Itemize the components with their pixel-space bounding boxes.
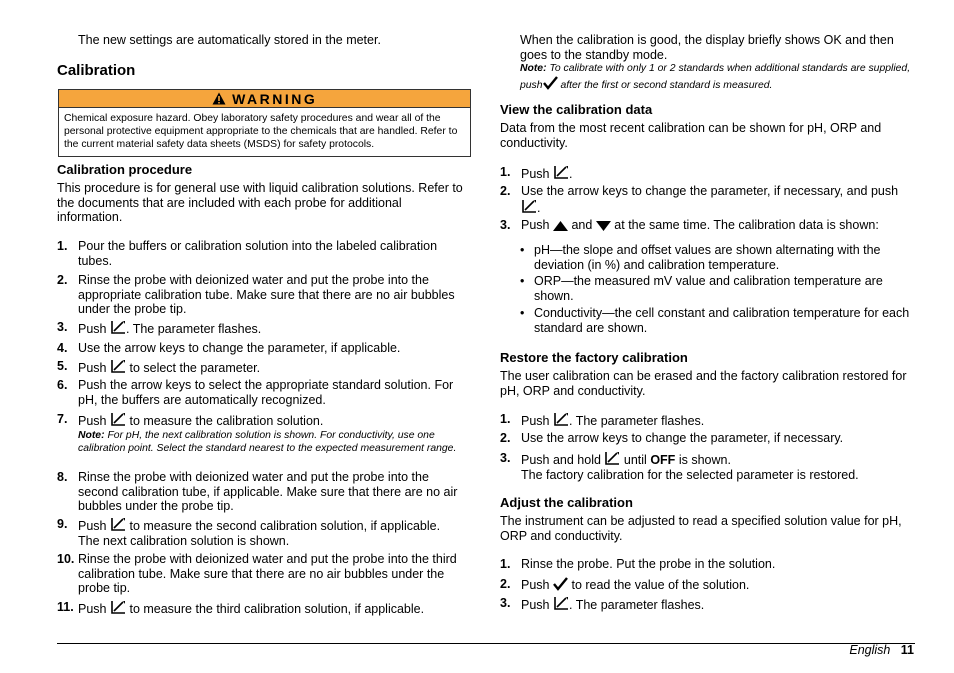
step-text: Rinse the probe with deionized water and put the probe into the second calibration tube, if applicable. Make sure that there are no air bubbles under the probe tip. [78, 470, 458, 513]
calibration-good-text: When the calibration is good, the display briefly shows OK and then goes to the standby mode. [520, 33, 894, 62]
restore-step-1 [500, 412, 915, 429]
view-intro: Data from the most recent calibration can be shown for pH, ORP and conductivity. [500, 121, 882, 150]
step-text-after: is shown. [678, 453, 731, 467]
step-number: 1. [500, 412, 511, 426]
section-title: Calibration [57, 62, 136, 79]
step-text: Push [521, 578, 550, 592]
bullet-item: • ORP—the measured mV value and calibration temperature are shown. [520, 274, 915, 304]
step-text: Push [521, 218, 550, 232]
step-8 [57, 470, 472, 514]
view-step-3 [500, 218, 915, 233]
calibrate-key-icon [553, 412, 569, 427]
step-number: 2. [57, 273, 68, 287]
step-text-after: . [568, 167, 573, 181]
restore-step-2 [500, 431, 915, 446]
step-text-after: . [537, 200, 541, 215]
adjust-intro: The instrument can be adjusted to read a specified solution value for pH, ORP and conductivity. [500, 514, 902, 543]
step-11 [57, 600, 472, 617]
step-text: Use the arrow keys to change the parameter, if necessary. [521, 431, 844, 445]
note-text: For pH, the next calibration solution is shown. For conductivity, use one calibration point. Select the standard nearest to the expected measurement range. [78, 429, 457, 454]
step-number: 6. [57, 378, 68, 392]
step-text-mid: and [571, 218, 593, 232]
bullet-text: pH—the slope and offset values are shown alternating with the deviation (in %) and calibration temperature. [534, 243, 881, 272]
view-title: View the calibration data [500, 102, 653, 117]
step-4 [57, 341, 467, 356]
step-text: Push [78, 361, 107, 375]
top-note [520, 62, 915, 92]
note-label: Note: [78, 429, 105, 441]
step-text: Push [78, 519, 107, 533]
checkmark-icon [553, 577, 568, 591]
step-7 [57, 412, 472, 456]
step-text-after: to measure the third calibration solution, if applicable. [129, 602, 425, 616]
calibrate-key-icon [553, 165, 569, 180]
page-number: 11 [900, 643, 914, 657]
bullet-text: Conductivity—the cell constant and calibration temperature for each standard are shown. [534, 306, 910, 335]
step-text: Pour the buffers or calibration solution into the labeled calibration tubes. [78, 239, 438, 268]
adjust-step-1 [500, 557, 915, 572]
restore-step-3 [500, 451, 915, 482]
step-text: Push [521, 598, 550, 612]
calibrate-key-icon [110, 600, 126, 615]
restore-title: Restore the factory calibration [500, 350, 688, 365]
step-number: 9. [57, 517, 68, 531]
bullet-item: • Conductivity—the cell constant and calibration temperature for each standard are shown. [520, 306, 915, 336]
step-text-after: . The parameter flashes. [568, 414, 705, 428]
page-footer [849, 643, 914, 657]
step-text: Push [78, 414, 107, 428]
adjust-step-2 [500, 577, 915, 593]
step-text: Push [521, 414, 550, 428]
calibrate-key-icon [110, 320, 126, 335]
step-1 [57, 239, 467, 268]
step-10 [57, 552, 472, 596]
intro-text: The new settings are automatically stored in the meter. [78, 33, 381, 47]
step-number: 5. [57, 359, 68, 373]
calibrate-key-icon [110, 517, 126, 532]
step-text-after: . The parameter flashes. [568, 598, 705, 612]
step-text: Push [78, 322, 107, 336]
step-text: Use the arrow keys to change the parameter, if necessary, and push [521, 184, 899, 198]
step-number: 2. [500, 184, 511, 198]
step-text-after: . The parameter flashes. [125, 322, 262, 336]
footer-rule [57, 643, 915, 644]
step-text-after: to select the parameter. [129, 361, 261, 375]
step-number: 1. [57, 239, 68, 253]
step-number: 3. [500, 218, 511, 232]
down-arrow-key-icon [596, 221, 611, 231]
step-text: Use the arrow keys to change the parameter, if applicable. [78, 341, 401, 355]
calibrate-key-icon [604, 451, 620, 466]
step-text: Push the arrow keys to select the appropriate standard solution. For pH, the buffers are automatically recognized. [78, 378, 454, 407]
step-text-mid: until [623, 453, 647, 467]
warning-icon [212, 92, 226, 105]
procedure-intro: This procedure is for general use with liquid calibration solutions. Refer to the documents that are included with each probe for additional information. [57, 181, 463, 225]
step-text-after: to read the value of the solution. [571, 578, 750, 592]
footer-language: English [849, 643, 891, 657]
step-5 [57, 359, 467, 376]
warning-text: Chemical exposure hazard. Obey laboratory safety procedures and wear all of the personal protective equipment appropriate to the chemicals that are handled. Refer to the current material safety data sheets (MSDS) for safety protocols. [58, 108, 471, 157]
step-3 [57, 320, 467, 337]
step-text: Push [521, 167, 550, 181]
step-2 [57, 273, 472, 317]
step-number: 11. [57, 600, 74, 614]
step-number: 10. [57, 552, 75, 566]
warning-label: WARNING [232, 91, 318, 107]
bullet-item: • pH—the slope and offset values are shown alternating with the deviation (in %) and calibration temperature. [520, 243, 915, 273]
view-step-1 [500, 165, 915, 182]
view-step-2 [500, 184, 915, 215]
step-extra: The factory calibration for the selected parameter is restored. [521, 467, 859, 482]
step-number: 3. [500, 451, 511, 465]
step-6 [57, 378, 467, 407]
step-number: 1. [500, 165, 511, 179]
step-note [78, 429, 472, 456]
step-number: 7. [57, 412, 68, 426]
step-number: 4. [57, 341, 68, 355]
step-number: 2. [500, 431, 511, 445]
warning-header [58, 89, 471, 108]
note-label: Note: [520, 63, 547, 74]
calibrate-key-icon [553, 596, 569, 611]
step-text: Rinse the probe with deionized water and put the probe into the appropriate calibration tube. Make sure that there are no air bubbles under the probe tip. [78, 273, 455, 316]
step-number: 2. [500, 577, 511, 591]
procedure-title: Calibration procedure [57, 162, 193, 177]
calibrate-key-icon [110, 412, 126, 427]
step-number: 3. [500, 596, 511, 610]
step-text: Rinse the probe. Put the probe in the solution. [521, 557, 776, 571]
step-number: 3. [57, 320, 68, 334]
step-text-after: to measure the calibration solution. [129, 414, 324, 428]
calibrate-key-icon [521, 199, 537, 214]
step-9 [57, 517, 472, 548]
adjust-title: Adjust the calibration [500, 495, 633, 510]
step-number: 8. [57, 470, 68, 484]
note-text-after: after the first or second standard is measured. [560, 79, 773, 91]
restore-intro: The user calibration can be erased and the factory calibration restored for pH, ORP and conductivity. [500, 369, 907, 398]
step-text: Push and hold [521, 453, 601, 467]
bullet-text: ORP—the measured mV value and calibration temperature are shown. [534, 274, 883, 303]
step-text: Push [78, 602, 107, 616]
up-arrow-key-icon [553, 221, 568, 231]
step-text-after: to measure the second calibration solution, if applicable. [129, 519, 441, 533]
calibrate-key-icon [110, 359, 126, 374]
step-text: Rinse the probe with deionized water and put the probe into the third calibration tube. Make sure that there are no air bubbles under the probe tip. [78, 552, 457, 595]
step-extra: The next calibration solution is shown. [78, 533, 290, 548]
checkmark-icon [543, 76, 558, 90]
note-text: To calibrate with only 1 or 2 standards when additional standards are supplied, push [520, 63, 911, 91]
adjust-step-3 [500, 596, 915, 613]
step-number: 1. [500, 557, 511, 571]
off-label: OFF [650, 453, 676, 467]
step-text-after: at the same time. The calibration data is shown: [614, 218, 879, 232]
